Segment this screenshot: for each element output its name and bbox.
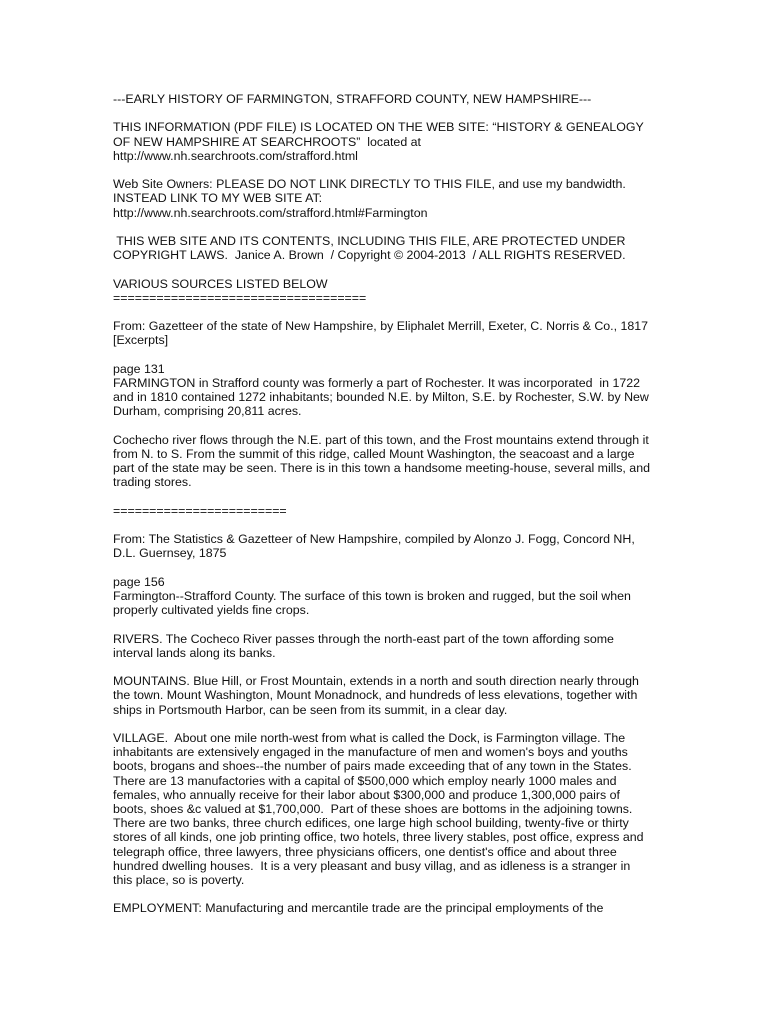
location-notice-line: OF NEW HAMPSHIRE AT SEARCHROOTS” located at xyxy=(113,134,421,149)
paragraph-line: this place, so is poverty. xyxy=(113,872,245,887)
paragraph-line: Durham, comprising 20,811 acres. xyxy=(113,404,302,419)
paragraph-line: hundred dwelling houses. It is a very pleasant and busy villag, and as idleness is a stranger in xyxy=(113,858,631,873)
source1-page-paragraph xyxy=(113,362,663,419)
owners-notice-line: Web Site Owners: PLEASE DO NOT LINK DIRECTLY TO THIS FILE, and use my bandwidth. xyxy=(113,177,626,192)
source1-citation xyxy=(113,319,663,347)
source2-citation xyxy=(113,532,663,560)
sources-heading-rule: =================================== xyxy=(113,290,367,305)
paragraph-line: VILLAGE. About one mile north-west from what is called the Dock, is Farmington village. The xyxy=(113,730,626,745)
paragraph-line: females, who annually receive for their labor about $300,000 and produce 1,300,000 pairs of xyxy=(113,787,620,802)
location-notice-line: THIS INFORMATION (PDF FILE) IS LOCATED ON THE WEB SITE: “HISTORY & GENEALOGY xyxy=(113,120,644,135)
document-body xyxy=(113,92,663,916)
citation-line: From: Gazetteer of the state of New Hampshire, by Eliphalet Merrill, Exeter, C. Norris & Co., 1817 xyxy=(113,319,649,334)
paragraph-line: Cochecho river flows through the N.E. part of this town, and the Frost mountains extend through it xyxy=(113,432,649,447)
paragraph-line: the town. Mount Washington, Mount Monadnock, and hundreds of less elevations, together with xyxy=(113,688,638,703)
section-separator: ======================== xyxy=(113,503,287,518)
paragraph-line: interval lands along its banks. xyxy=(113,645,276,660)
paragraph-line: inhabitants are extensively engaged in the manufacture of men and women's boys and youths xyxy=(113,745,628,760)
paragraph-line: telegraph office, three lawyers, three physicians officers, one dentist's office and about three xyxy=(113,844,617,859)
paragraph-line: RIVERS. The Cocheco River passes through the north-east part of the town affording some xyxy=(113,631,614,646)
title-line: ---EARLY HISTORY OF FARMINGTON, STRAFFORD COUNTY, NEW HAMPSHIRE--- xyxy=(113,92,592,106)
paragraph-line: from N. to S. From the summit of this ridge, called Mount Washington, the seacoast and a large xyxy=(113,446,635,461)
sources-heading-text: VARIOUS SOURCES LISTED BELOW xyxy=(113,276,328,291)
copyright-line: THIS WEB SITE AND ITS CONTENTS, INCLUDING THIS FILE, ARE PROTECTED UNDER xyxy=(113,233,626,248)
paragraph-line: page 156 xyxy=(113,574,165,589)
source2-village-paragraph xyxy=(113,731,663,887)
paragraph-line: boots, shoes &c valued at $1,700,000. Part of these shoes are bottoms in the adjoining towns. xyxy=(113,801,633,816)
paragraph-line: and in 1810 contained 1272 inhabitants; bounded N.E. by Milton, S.E. by Rochester, S.W. by New xyxy=(113,390,649,405)
document-title xyxy=(113,92,663,106)
sources-heading xyxy=(113,277,663,305)
location-notice xyxy=(113,120,663,163)
paragraph-line: MOUNTAINS. Blue Hill, or Frost Mountain, extends in a north and south direction nearly through xyxy=(113,674,639,689)
source2-employment-paragraph xyxy=(113,901,663,915)
farmington-url-link[interactable]: http://www.nh.searchroots.com/strafford.html#Farmington xyxy=(113,205,428,220)
paragraph-line: There are two banks, three church edifices, one large high school building, twenty-five or thirty xyxy=(113,816,629,831)
citation-line: D.L. Guernsey, 1875 xyxy=(113,546,227,561)
source2-page-paragraph xyxy=(113,575,663,618)
source2-rivers-paragraph xyxy=(113,632,663,660)
paragraph-line: ships in Portsmouth Harbor, can be seen from its summit, in a clear day. xyxy=(113,702,508,717)
paragraph-line: boots, brogans and shoes--the number of pairs made exceeding that of any town in the States. xyxy=(113,759,632,774)
site-url-link[interactable]: http://www.nh.searchroots.com/strafford.html xyxy=(113,148,358,163)
paragraph-line: EMPLOYMENT: Manufacturing and mercantile trade are the principal employments of the xyxy=(113,901,604,916)
owners-notice xyxy=(113,177,663,220)
paragraph-line: There are 13 manufactories with a capital of $500,000 which employ nearly 1000 males and xyxy=(113,773,617,788)
citation-line: From: The Statistics & Gazetteer of New Hampshire, compiled by Alonzo J. Fogg, Concord NH, xyxy=(113,532,635,547)
paragraph-line: part of the state may be seen. There is in this town a handsome meeting-house, several mills, and xyxy=(113,461,650,476)
copyright-notice xyxy=(113,234,663,262)
paragraph-line: properly cultivated yields fine crops. xyxy=(113,603,310,618)
paragraph-line: page 131 xyxy=(113,361,165,376)
paragraph-line: FARMINGTON in Strafford county was formerly a part of Rochester. It was incorporated in 1722 xyxy=(113,375,641,390)
paragraph-line: stores of all kinds, one job printing office, two hotels, three livery stables, post office, express and xyxy=(113,830,644,845)
source1-river-paragraph xyxy=(113,433,663,490)
source2-mountains-paragraph xyxy=(113,674,663,717)
copyright-line: COPYRIGHT LAWS. Janice A. Brown / Copyright © 2004-2013 / ALL RIGHTS RESERVED. xyxy=(113,248,626,263)
paragraph-line: Farmington--Strafford County. The surface of this town is broken and rugged, but the soil when xyxy=(113,588,631,603)
paragraph-line: trading stores. xyxy=(113,475,192,490)
citation-line: [Excerpts] xyxy=(113,333,169,348)
owners-notice-line: INSTEAD LINK TO MY WEB SITE AT: xyxy=(113,191,323,206)
